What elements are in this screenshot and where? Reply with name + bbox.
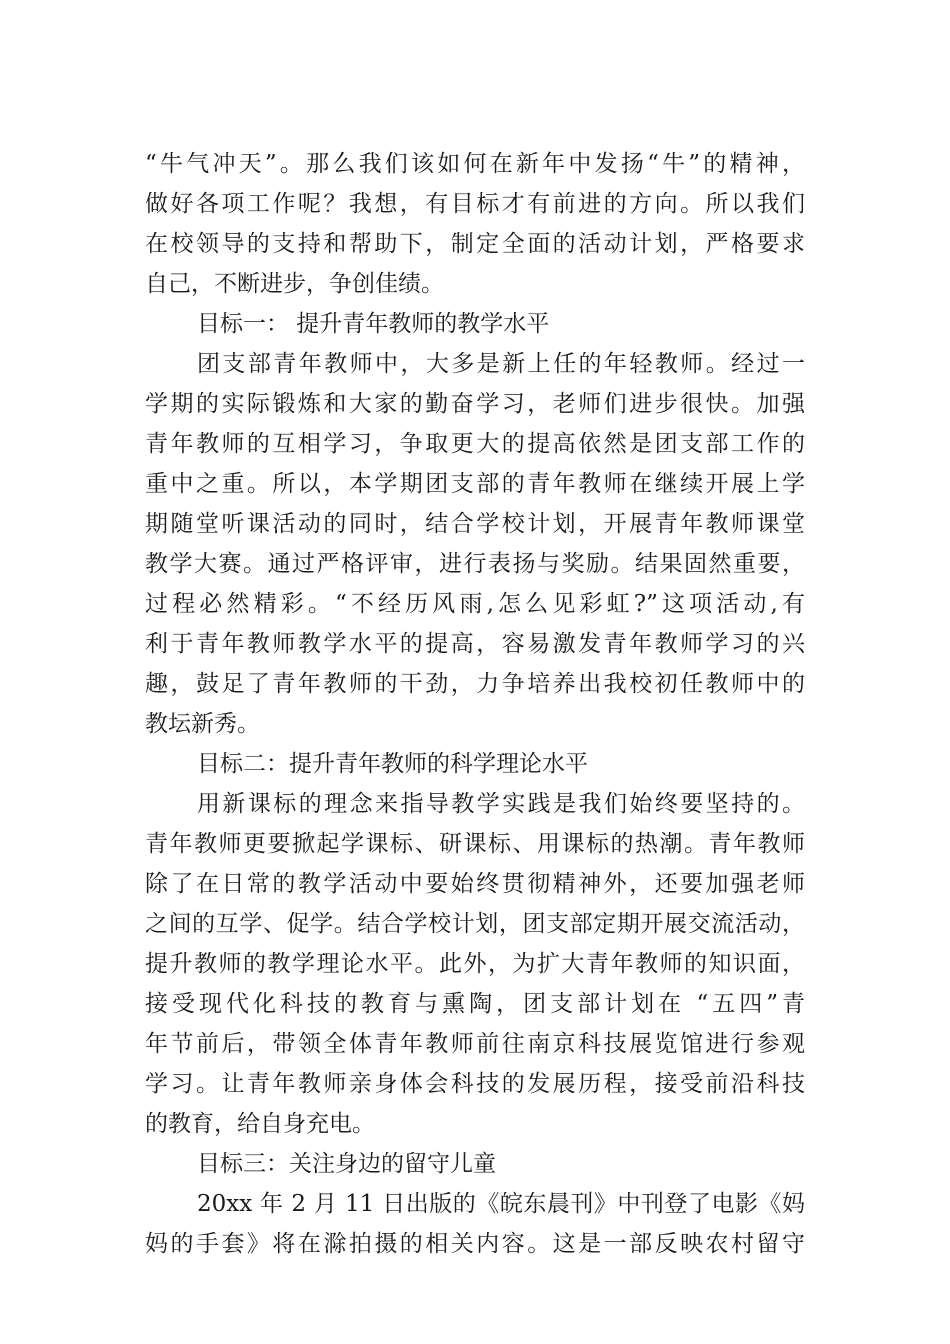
- body-line: 青年教师更要掀起学课标、研课标、用课标的热潮。青年教师: [145, 831, 805, 857]
- section-heading: 目标一： 提升青年教师的教学水平: [197, 311, 550, 337]
- body-line: “牛气冲天”。那么我们该如何在新年中发扬“牛”的精神，: [145, 151, 805, 177]
- body-line: 之间的互学、促学。结合学校计划，团支部定期开展交流活动，: [145, 911, 805, 937]
- body-line: 趣，鼓足了青年教师的干劲，力争培养出我校初任教师中的: [145, 671, 805, 697]
- body-line: 学习。让青年教师亲身体会科技的发展历程，接受前沿科技: [145, 1071, 805, 1097]
- body-line: 提升教师的教学理论水平。此外，为扩大青年教师的知识面，: [145, 951, 805, 977]
- body-line: 重中之重。所以，本学期团支部的青年教师在继续开展上学: [145, 471, 805, 497]
- body-line: 期随堂听课活动的同时，结合学校计划，开展青年教师课堂: [145, 511, 805, 537]
- body-line: 在校领导的支持和帮助下，制定全面的活动计划，严格要求: [145, 231, 805, 257]
- document-page: [145, 144, 805, 1264]
- body-line: 学期的实际锻炼和大家的勤奋学习，老师们进步很快。加强: [145, 391, 805, 417]
- body-line: 20xx 年 2 月 11 日出版的《皖东晨刊》中刊登了电影《妈: [197, 1191, 805, 1217]
- body-line: 自己，不断进步，争创佳绩。: [145, 271, 444, 297]
- body-line: 除了在日常的教学活动中要始终贯彻精神外，还要加强老师: [145, 871, 805, 897]
- body-line: 年节前后，带领全体青年教师前往南京科技展览馆进行参观: [145, 1031, 805, 1057]
- body-line: 妈的手套》将在滁拍摄的相关内容。这是一部反映农村留守: [145, 1231, 805, 1257]
- body-line: 用新课标的理念来指导教学实践是我们始终要坚持的。: [197, 791, 805, 817]
- body-line: 的教育，给自身充电。: [145, 1111, 375, 1137]
- body-line: 做好各项工作呢？我想，有目标才有前进的方向。所以我们: [145, 191, 805, 217]
- body-line: 过程必然精彩。“不经历风雨,怎么见彩虹?”这项活动,有: [145, 591, 805, 617]
- body-line: 教坛新秀。: [145, 711, 260, 737]
- body-line: 接受现代化科技的教育与熏陶，团支部计划在 “五四”青: [145, 991, 805, 1017]
- body-line: 教学大赛。通过严格评审，进行表扬与奖励。结果固然重要，: [145, 551, 805, 577]
- body-line: 青年教师的互相学习，争取更大的提高依然是团支部工作的: [145, 431, 805, 457]
- section-heading: 目标二：提升青年教师的科学理论水平: [197, 751, 588, 777]
- body-line: 利于青年教师教学水平的提高，容易激发青年教师学习的兴: [145, 631, 805, 657]
- section-heading: 目标三：关注身边的留守儿童: [197, 1151, 496, 1177]
- body-line: 团支部青年教师中，大多是新上任的年轻教师。经过一: [197, 351, 805, 377]
